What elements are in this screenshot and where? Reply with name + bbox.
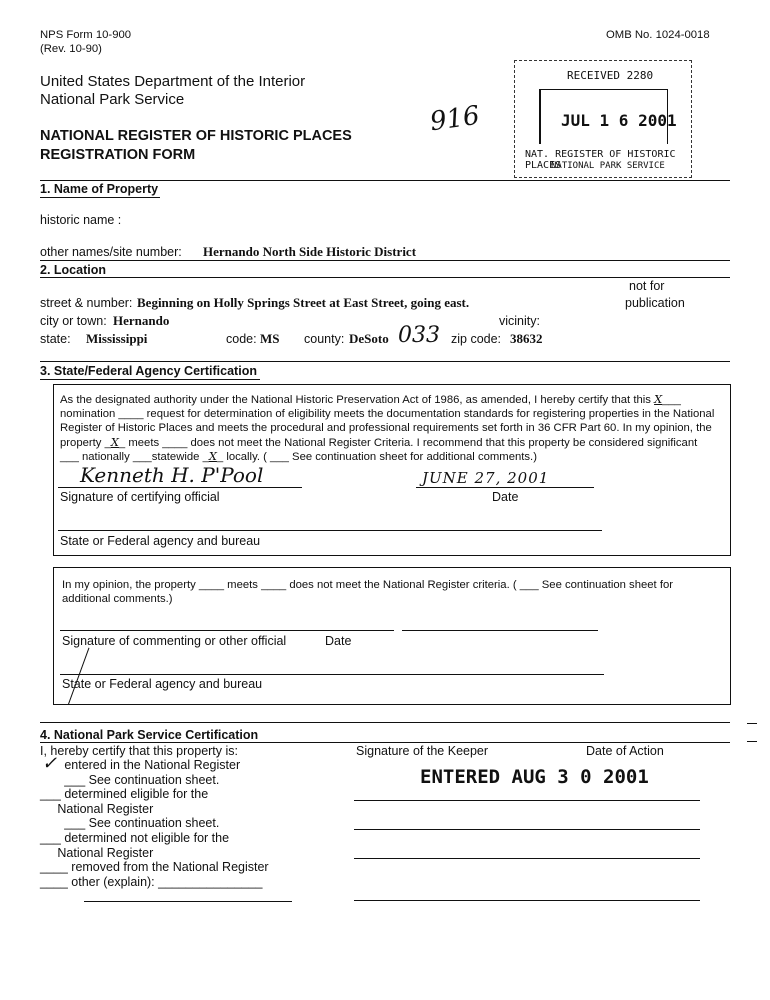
signature-label: Signature of certifying official xyxy=(60,490,220,504)
section-divider xyxy=(40,722,730,723)
state-label: state: xyxy=(40,332,71,346)
cert-line4b: meets ____ does not meet the National Register Criteria. I recommend that this property be considered significant xyxy=(128,436,698,449)
opinion-box xyxy=(53,567,731,705)
other-names-value: Hernando North Side Historic District xyxy=(203,244,417,259)
form-subtitle: REGISTRATION FORM xyxy=(40,147,196,163)
status-not-eligible: determined not eligible for the xyxy=(64,830,230,845)
department-name: United States Department of the Interior xyxy=(40,73,306,90)
entered-checkmark: ✓ xyxy=(42,753,58,774)
date-line xyxy=(416,487,594,488)
publication-label: publication xyxy=(625,296,685,310)
state-value: Mississippi xyxy=(86,331,148,346)
opinion-line2: additional comments.) xyxy=(62,593,173,605)
code-value: MS xyxy=(260,331,280,346)
heading-underline xyxy=(40,379,260,380)
historic-name-label: historic name : xyxy=(40,213,122,227)
city-value: Hernando xyxy=(113,313,170,328)
section-divider xyxy=(40,180,730,181)
status-entered: entered in the National Register xyxy=(64,758,241,772)
omb-number: OMB No. 1024-0018 xyxy=(606,29,710,41)
form-number: NPS Form 10-900 xyxy=(40,29,132,41)
received-stamp-line4: NATIONAL PARK SERVICE xyxy=(551,161,665,171)
form-revision: (Rev. 10-90) xyxy=(40,43,102,55)
keeper-line-1 xyxy=(354,800,700,801)
date-of-action-label: Date of Action xyxy=(586,744,664,758)
keeper-signature-label: Signature of the Keeper xyxy=(356,744,489,758)
zip-label: zip code: xyxy=(451,332,502,346)
certification-text: As the designated authority under the National Historic Preservation Act of 1986, as amended, I hereby certify that this X___ nomination ____ request for determination of eligibility meets the documentation standards for registering properties in the National Register of Historic Places and meets the procedural and professional requirements set forth in 36 CFR Part 60. In my opinion, the property _X_ meets ____ does not meet the National Register Criteria. I recommend that this property be considered significant ___ nationally ___statewide _X_ locally. ( ___ See continuation sheet for additional comments.) xyxy=(60,393,730,464)
zip-value: 38632 xyxy=(510,331,543,346)
bureau2-label: State or Federal agency and bureau xyxy=(62,677,263,691)
street-value: Beginning on Holly Springs Street at East Street, going east. xyxy=(137,295,470,310)
cert-line1: As the designated authority under the National Historic Preservation Act of 1986, as amended, I hereby certify that this xyxy=(60,394,651,406)
street-label: street & number: xyxy=(40,296,133,310)
cert-line5a: ___ nationally ___statewide xyxy=(60,450,200,463)
bureau-line xyxy=(58,530,602,531)
not-for-label: not for xyxy=(629,279,665,293)
status-eligible-cont: National Register xyxy=(57,801,154,816)
county-value: DeSoto xyxy=(349,331,389,346)
status-not-eligible-cont: National Register xyxy=(57,845,154,860)
county-code-handwritten: 033 xyxy=(398,323,440,348)
opinion-text xyxy=(62,578,722,606)
bureau-label: State or Federal agency and bureau xyxy=(60,534,261,548)
status-other: other (explain): _______________ xyxy=(71,874,263,889)
received-stamp-line1: RECEIVED 2280 xyxy=(567,69,654,82)
cert-mark-meets: X xyxy=(110,435,119,449)
other-names-label: other names/site number: xyxy=(40,245,182,259)
cert-line2: nomination ____ request for determination of eligibility meets the documentation standards for registering properties in the National xyxy=(60,408,715,421)
commenting-signature-line xyxy=(60,630,394,631)
margin-mark xyxy=(747,741,757,742)
received-stamp xyxy=(514,60,692,178)
signature-line xyxy=(58,487,302,488)
cert-line5b: locally. ( ___ See continuation sheet for additional comments.) xyxy=(226,450,537,463)
commenting-signature-label: Signature of commenting or other official xyxy=(62,634,287,648)
date-label: Date xyxy=(492,490,519,504)
cert-line3: Register of Historic Places and meets the procedural and professional requirements set forth in 36 CFR Part 60. In my opinion, the xyxy=(60,422,712,435)
status-eligible: determined eligible for the xyxy=(64,787,209,802)
explain-line xyxy=(84,901,292,902)
agency-name: National Park Service xyxy=(40,91,185,108)
margin-mark xyxy=(747,723,757,724)
opinion-line1: In my opinion, the property ____ meets ____ does not meet the National Register criteria. ( ___ See continuation sheet for xyxy=(62,579,674,591)
commenting-date-label: Date xyxy=(325,634,352,648)
county-label: county: xyxy=(304,332,345,346)
certifying-date: JUNE 27, 2001 xyxy=(422,469,550,487)
heading-underline xyxy=(40,197,160,198)
section1-heading: 1. Name of Property xyxy=(40,182,159,196)
certification-box xyxy=(53,384,731,556)
section-divider xyxy=(40,742,730,743)
status-continuation-2: See continuation sheet. xyxy=(88,816,220,831)
keeper-line-2 xyxy=(354,829,700,830)
city-label: city or town: xyxy=(40,314,107,328)
section3-heading: 3. State/Federal Agency Certification xyxy=(40,364,257,378)
keeper-intro: I, hereby certify that this property is: xyxy=(40,744,238,758)
section-divider xyxy=(40,260,730,261)
cert-mark-locally: X xyxy=(208,449,217,463)
bureau2-line xyxy=(60,674,604,675)
cert-mark-nomination: X xyxy=(654,393,663,406)
vicinity-label: vicinity: xyxy=(499,314,540,328)
handwritten-note: 916 xyxy=(428,100,482,138)
received-stamp-line3: NAT. REGISTER OF HISTORIC PLACES xyxy=(525,149,676,171)
code-label: code: xyxy=(226,332,257,346)
certifying-signature: Kenneth H. P'Pool xyxy=(80,463,264,487)
keeper-line-3 xyxy=(354,858,700,859)
entered-stamp: ENTERED AUG 3 0 2001 xyxy=(420,766,649,788)
cert-line4a: property xyxy=(60,436,102,449)
form-title: NATIONAL REGISTER OF HISTORIC PLACES xyxy=(40,128,352,144)
keeper-line-4 xyxy=(354,900,700,901)
status-continuation-1: See continuation sheet. xyxy=(88,772,220,787)
section2-heading: 2. Location xyxy=(40,263,106,277)
commenting-date-line xyxy=(402,630,598,631)
section4-heading: 4. National Park Service Certification xyxy=(40,728,259,742)
received-stamp-date: JUL 1 6 2001 xyxy=(561,111,677,130)
status-list: entered in the National Register ___ See continuation sheet. ___ determined eligible for the National Register ___ See continuation sheet. ___ determined not eligible for the National Register ____ removed from the National Register ____ other (explain): _______________ xyxy=(40,758,269,889)
status-removed: removed from the National Register xyxy=(71,860,269,875)
section-divider xyxy=(40,277,730,278)
section-divider xyxy=(40,361,730,362)
